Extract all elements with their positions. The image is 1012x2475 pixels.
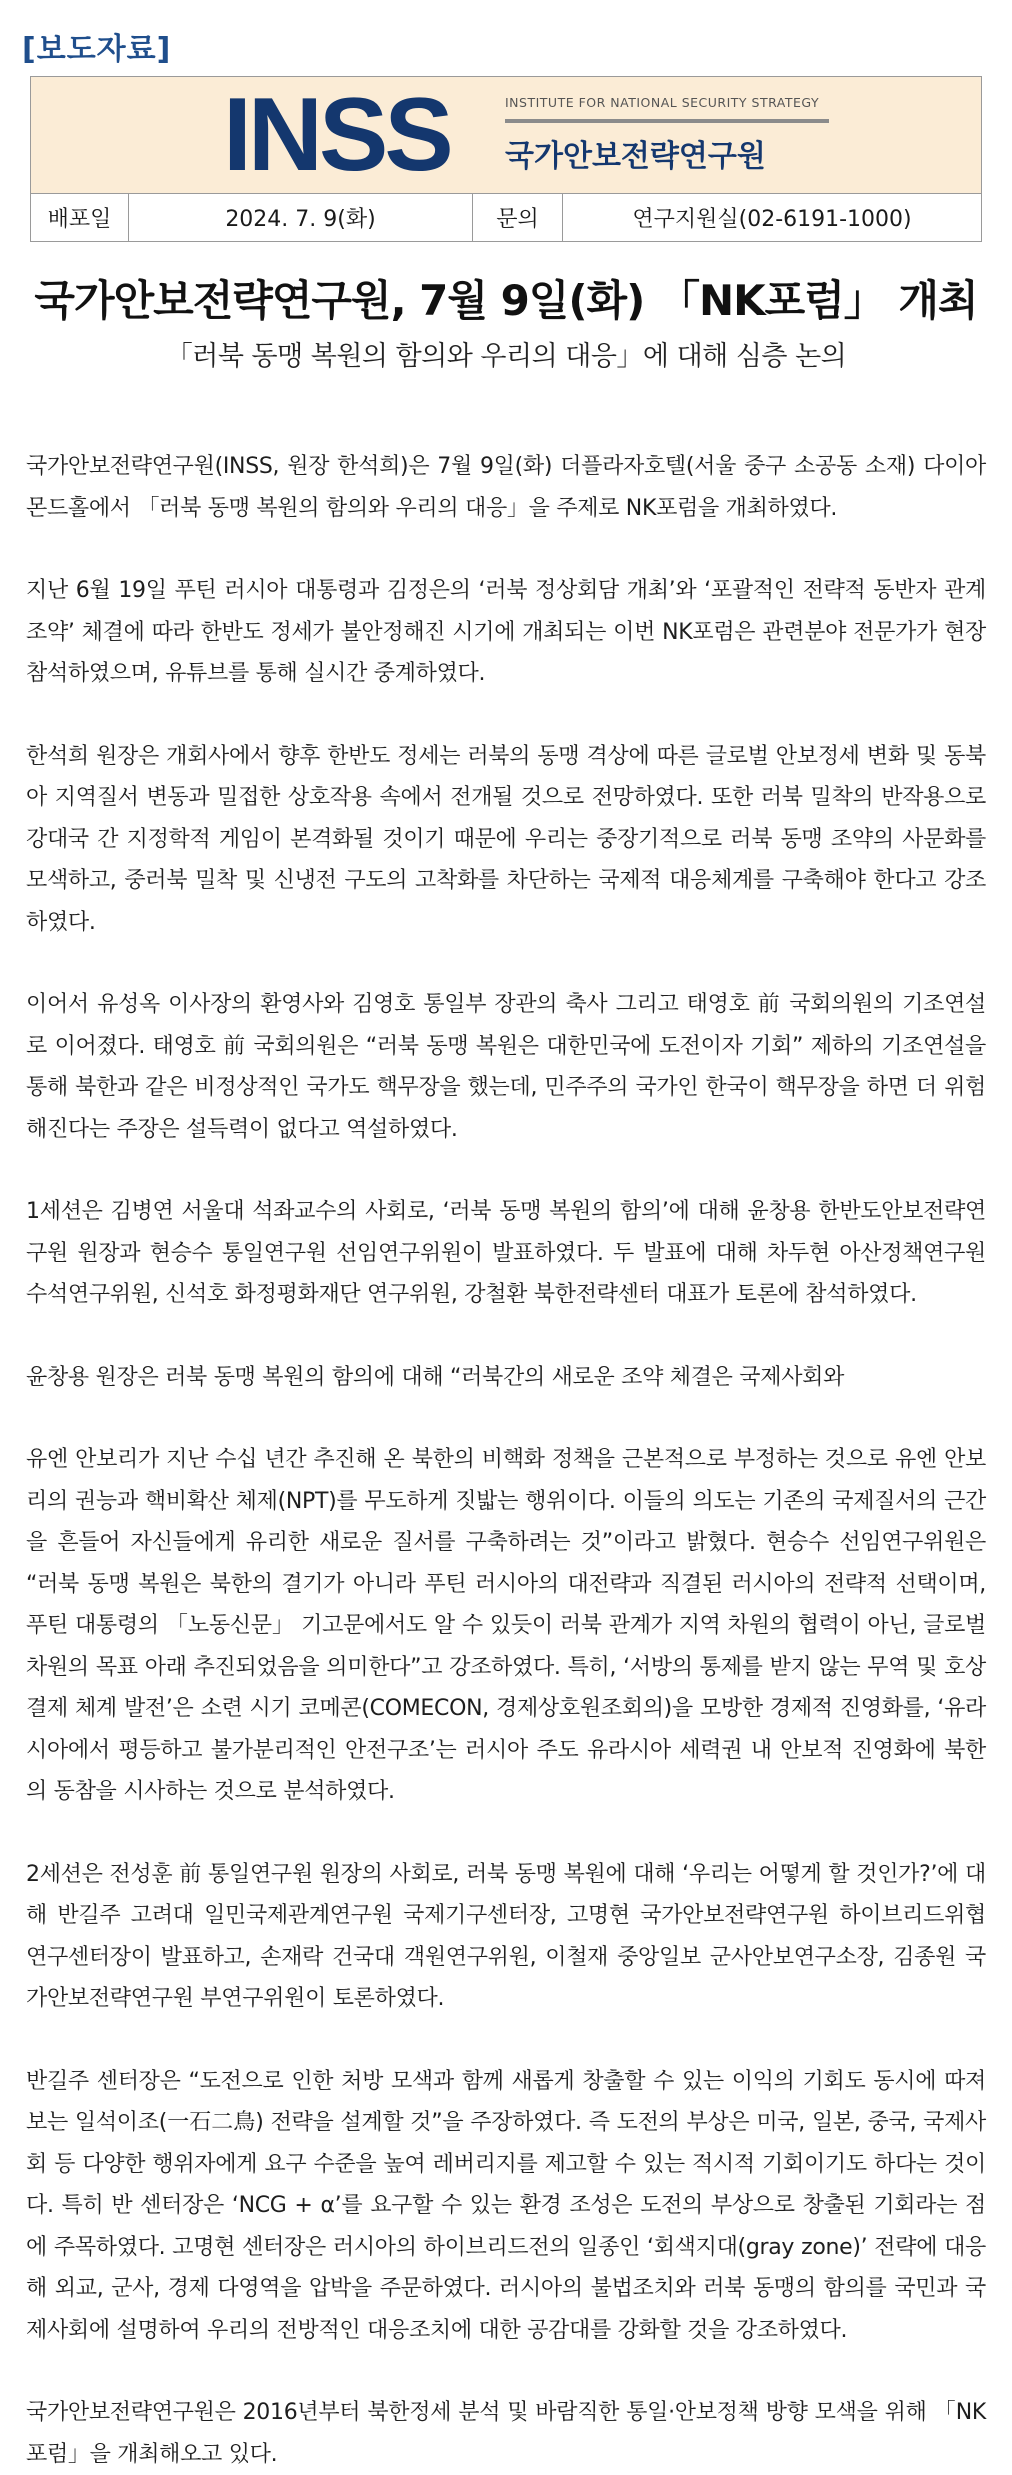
document-title: 국가안보전략연구원, 7월 9일(화) 「NK포럼」 개최 [34,276,978,325]
inss-logo-korean-name: 국가안보전략연구원 [505,139,766,174]
inss-logo-wordmark: INSS [223,77,450,193]
distribution-info-row [31,193,981,241]
paragraph: 윤창용 원장은 러북 동맹 복원의 함의에 대해 “러북간의 새로운 조약 체결은 국제사회와 [26,1364,845,1390]
date-label: 배포일 [31,193,129,241]
paragraph: 국가안보전략연구원은 2016년부터 북한정세 분석 및 바람직한 통일·안보정책 방향 모색을 위해 「NK포럼」을 개최해오고 있다. [26,2400,986,2467]
logo-divider [505,119,829,123]
contact-label: 문의 [473,193,563,241]
inss-logo-english-name: INSTITUTE FOR NATIONAL SECURITY STRATEGY [505,95,820,110]
paragraph: 반길주 센터장은 “도전으로 인한 처방 모색과 함께 새롭게 창출할 수 있는 이익의 기회도 동시에 따져보는 일석이조(一石二鳥) 전략을 설계할 것”을 주장하였다. 즉 도전의 부상은 미국, 일본, 중국, 국제사회 등 다양한 행위자에게 요구 수준을 높여 레버리지를 제고할 수 있는 적시적 기회이기도 하다는 것이다. 특히 반 센터장은 ‘NCG + α’를 요구할 수 있는 환경 조성은 도전의 부상으로 창출된 기회라는 점에 주목하였다. 고명현 센터장은 러시아의 하이브리드전의 일종인 ‘회색지대(gray zone)’ 전략에 대응해 외교, 군사, 경제 다영역을 압박을 주문하였다. 러시아의 불법조치와 러북 동맹의 함의를 국민과 국제사회에 설명하여 우리의 전방적인 대응조치에 대한 공감대를 강화할 것을 강조하였다. [26,2068,986,2343]
paragraph: 1세션은 김병연 서울대 석좌교수의 사회로, ‘러북 동맹 복원의 함의’에 대해 윤창용 한반도안보전략연구원 원장과 현승수 통일연구원 선임연구위원이 발표하였다. 두 발표에 대해 차두현 아산정책연구원 수석연구위원, 신석호 화정평화재단 연구위원, 강철환 북한전략센터 대표가 토론에 참석하였다. [26,1199,986,1307]
document-subtitle: 「러북 동맹 복원의 함의와 우리의 대응」에 대해 심층 논의 [165,341,847,372]
paragraph: 한석희 원장은 개회사에서 향후 한반도 정세는 러북의 동맹 격상에 따른 글로벌 안보정세 변화 및 동북아 지역질서 변동과 밀접한 상호작용 속에서 전개될 것으로 전망하였다. 또한 러북 밀착의 반작용으로 강대국 간 지정학적 게임이 본격화될 것이기 때문에 우리는 중장기적으로 러북 동맹 조약의 사문화를 모색하고, 중러북 밀착 및 신냉전 구도의 고착화를 차단하는 국제적 대응체계를 구축해야 한다고 강조하였다. [26,743,987,935]
press-release-tag: [보도자료] [22,32,172,67]
date-value: 2024. 7. 9(화) [129,193,473,241]
inss-logo-banner [31,77,981,194]
paragraph: 유엔 안보리가 지난 수십 년간 추진해 온 북한의 비핵화 정책을 근본적으로 부정하는 것으로 유엔 안보리의 권능과 핵비확산 체제(NPT)를 무도하게 짓밟는 행위이다. 이들의 의도는 기존의 국제질서의 근간을 흔들어 자신들에게 유리한 새로운 질서를 구축하려는 것”이라고 밝혔다. 현승수 선임연구위원은 “러북 동맹 복원은 북한의 결기가 아니라 푸틴 러시아의 대전략과 직결된 러시아의 전략적 선택이며, 푸틴 대통령의 「노동신문」 기고문에서도 알 수 있듯이 러북 관계가 지역 차원의 협력이 아닌, 글로벌 차원의 목표 아래 추진되었음을 의미한다”고 강조하였다. 특히, ‘서방의 통제를 받지 않는 무역 및 호상결제 체계 발전’은 소련 시기 코메콘(COMECON, 경제상호원조회의)을 모방한 경제적 진영화를, ‘유라시아에서 평등하고 불가분리적인 안전구조’는 러시아 주도 유라시아 세력권 내 안보적 진영화에 북한의 동참을 시사하는 것으로 분석하였다. [26,1447,986,1804]
paragraph: 지난 6월 19일 푸틴 러시아 대통령과 김정은의 ‘러북 정상회담 개최’와 ‘포괄적인 전략적 동반자 관계 조약’ 체결에 따라 한반도 정세가 불안정해진 시기에 개최되는 이번 NK포럼은 관련분야 전문가가 현장 참석하였으며, 유튜브를 통해 실시간 중계하였다. [26,578,986,686]
paragraph: 이어서 유성옥 이사장의 환영사와 김영호 통일부 장관의 축사 그리고 태영호 前 국회의원의 기조연설로 이어졌다. 태영호 前 국회의원은 “러북 동맹 복원은 대한민국에 도전이자 기회” 제하의 기조연설을 통해 북한과 같은 비정상적인 국가도 핵무장을 했는데, 민주주의 국가인 한국이 핵무장을 하면 더 위험해진다는 주장은 설득력이 없다고 역설하였다. [26,992,986,1142]
paragraph: 국가안보전략연구원(INSS, 원장 한석희)은 7월 9일(화) 더플라자호텔(서울 중구 소공동 소재) 다이아몬드홀에서 「러북 동맹 복원의 함의와 우리의 대응」을 주제로 NK포럼을 개최하였다. [26,454,986,521]
header-box [30,76,982,242]
document-body [26,446,986,2475]
paragraph: 2세션은 전성훈 前 통일연구원 원장의 사회로, 러북 동맹 복원에 대해 ‘우리는 어떻게 할 것인가?’에 대해 반길주 고려대 일민국제관계연구원 국제기구센터장, 고명현 국가안보전략연구원 하이브리드위협 연구센터장이 발표하고, 손재락 건국대 객원연구위원, 이철재 중앙일보 군사안보연구소장, 김종원 국가안보전략연구원 부연구위원이 토론하였다. [26,1861,986,2011]
contact-value: 연구지원실(02-6191-1000) [632,206,912,232]
